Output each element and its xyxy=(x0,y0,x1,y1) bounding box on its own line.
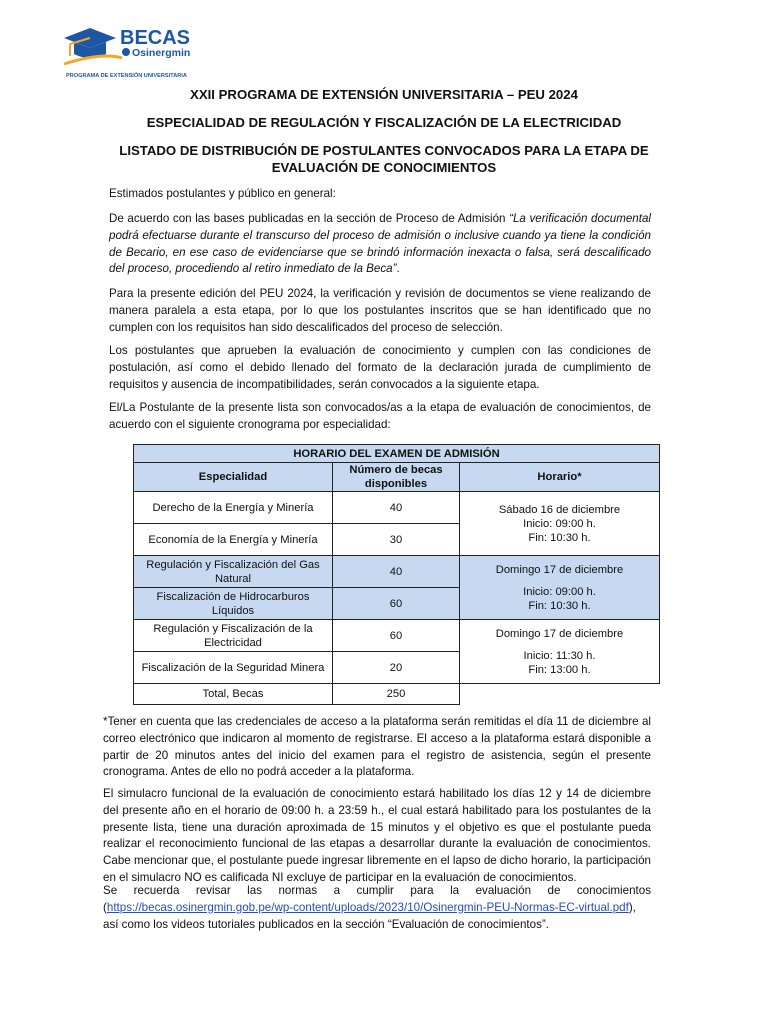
becas-osinergmin-logo xyxy=(62,22,212,80)
schedule-day: Domingo 17 de diciembre xyxy=(495,563,624,576)
becas-cell: 60 xyxy=(333,620,460,652)
especialidad-cell: Fiscalización de la Seguridad Minera xyxy=(134,652,333,684)
paragraph-rules-end: ), así como los videos tutoriales publicados en la sección “Evaluación de conocimientos”. xyxy=(103,900,636,931)
schedule-cell xyxy=(460,492,660,556)
becas-cell: 20 xyxy=(333,652,460,684)
becas-cell: 40 xyxy=(333,556,460,588)
paragraph-verification: Para la presente edición del PEU 2024, la verificación y revisión de documentos se viene realizando de manera paralela a esta etapa, por lo que los postulantes inscritos que se han identificado que no cumplen con los requisitos han sido descalificados del proceso de selección. xyxy=(109,287,651,334)
becas-cell: 60 xyxy=(333,588,460,620)
rules-link[interactable]: https://becas.osinergmin.gob.pe/wp-content/uploads/2023/10/Osinergmin-PEU-Normas-EC-virtual.pdf xyxy=(106,900,629,914)
table-row xyxy=(134,556,660,588)
paragraph-simulation: El simulacro funcional de la evaluación de conocimiento estará habilitado los días 12 y 14 de diciembre del presente año en el horario de 09:00 h. a 23:59 h., el cual estará habilitado para los postulantes de la presente lista, tiene una duración aproximada de 15 minutos y el objetivo es que el postulante pueda realizar el reconocimiento funcional de las etapas a desarrollar durante la evaluación de conocimientos. Cabe mencionar que, el postulante puede ingresar libremente en el lapso de dicho horario, la participación en el simulacro NO es calificada NI excluye de participar en la evaluación de conocimientos. xyxy=(103,787,651,884)
schedule-cell xyxy=(460,620,660,684)
paragraph-approval: Los postulantes que aprueben la evaluación de conocimiento y cumplen con las condiciones de postulación, así como el debido llenado del formato de la declaración jurada de cumplimiento de requisitos y ausencia de incompatibilidades, serán convocados a la siguiente etapa. xyxy=(109,344,651,391)
schedule-day: Sábado 16 de diciembre xyxy=(498,503,621,516)
paragraph-schedule-intro: El/La Postulante de la presente lista son convocados/as a la etapa de evaluación de conocimientos, de acuerdo con el siguiente cronograma por especialidad: xyxy=(109,401,651,431)
total-value: 250 xyxy=(333,684,460,705)
schedule-end: Fin: 10:30 h. xyxy=(528,531,591,544)
logo-brand: BECAS xyxy=(120,27,191,49)
column-header-becas: Número de becas disponibles xyxy=(333,463,460,492)
paragraph-rules-start: Se recuerda revisar las normas a cumplir para la evaluación de conocimientos ( xyxy=(103,884,651,914)
especialidad-cell: Economía de la Energía y Minería xyxy=(134,524,333,556)
empty-cell xyxy=(460,684,660,705)
paragraph-admission-end: . xyxy=(396,262,400,276)
especialidad-cell: Regulación y Fiscalización de la Electricidad xyxy=(134,620,333,652)
logo-tagline: PROGRAMA DE EXTENSIÓN UNIVERSITARIA xyxy=(66,73,187,79)
schedule-end: Fin: 13:00 h. xyxy=(528,663,591,676)
schedule-start: Inicio: 09:00 h. xyxy=(523,517,596,530)
program-title: XXII PROGRAMA DE EXTENSIÓN UNIVERSITARIA – PEU 2024 xyxy=(190,87,578,102)
table-title: HORARIO DEL EXAMEN DE ADMISIÓN xyxy=(134,445,660,463)
paragraph-admission-quote: “La verificación documental podrá efectuarse durante el transcurso del proceso de admisión o inclusive cuando ya tiene la condición de Becario, en ese caso de evidenciarse que se brindó información inexacta o falsa, será descalificado del proceso, procediendo al retiro inmediato de la Beca” xyxy=(109,212,651,276)
paragraph-rules xyxy=(103,883,651,933)
specialty-title: ESPECIALIDAD DE REGULACIÓN Y FISCALIZACIÓN DE LA ELECTRICIDAD xyxy=(146,115,622,130)
table-row xyxy=(134,492,660,524)
column-header-especialidad: Especialidad xyxy=(134,463,333,492)
becas-cell: 30 xyxy=(333,524,460,556)
total-label: Total, Becas xyxy=(134,684,333,705)
list-title: LISTADO DE DISTRIBUCIÓN DE POSTULANTES CONVOCADOS PARA LA ETAPA DE EVALUACIÓN DE CONOCIMIENTOS xyxy=(119,143,649,175)
paragraph-admission-intro: De acuerdo con las bases publicadas en la sección de Proceso de Admisión xyxy=(109,212,510,225)
especialidad-cell: Regulación y Fiscalización del Gas Natural xyxy=(134,556,333,588)
schedule-start: Inicio: 11:30 h. xyxy=(523,649,596,662)
especialidad-cell: Fiscalización de Hidrocarburos Líquidos xyxy=(134,588,333,620)
exam-schedule-table xyxy=(133,444,660,705)
schedule-day: Domingo 17 de diciembre xyxy=(495,627,624,640)
schedule-end: Fin: 10:30 h. xyxy=(528,599,591,612)
logo-sub: Osinergmin xyxy=(132,47,191,59)
becas-cell: 40 xyxy=(333,492,460,524)
column-header-horario: Horario* xyxy=(460,463,660,492)
graduation-cap-icon xyxy=(62,22,212,80)
greeting: Estimados postulantes y público en general: xyxy=(109,187,336,200)
paragraph-admission xyxy=(109,211,651,278)
table-row xyxy=(134,620,660,652)
paragraph-credentials: *Tener en cuenta que las credenciales de acceso a la plataforma serán remitidas el día 11 de diciembre al correo electrónico que indicaron al momento de registrarse. El acceso a la plataforma estará disponible a partir de 20 minutos antes del inicio del examen para el registro de asistencia, según el presente cronograma. Antes de ello no podrá acceder a la plataforma. xyxy=(103,715,651,779)
total-row xyxy=(134,684,660,705)
especialidad-cell: Derecho de la Energía y Minería xyxy=(134,492,333,524)
schedule-cell xyxy=(460,556,660,620)
schedule-start: Inicio: 09:00 h. xyxy=(523,585,596,598)
